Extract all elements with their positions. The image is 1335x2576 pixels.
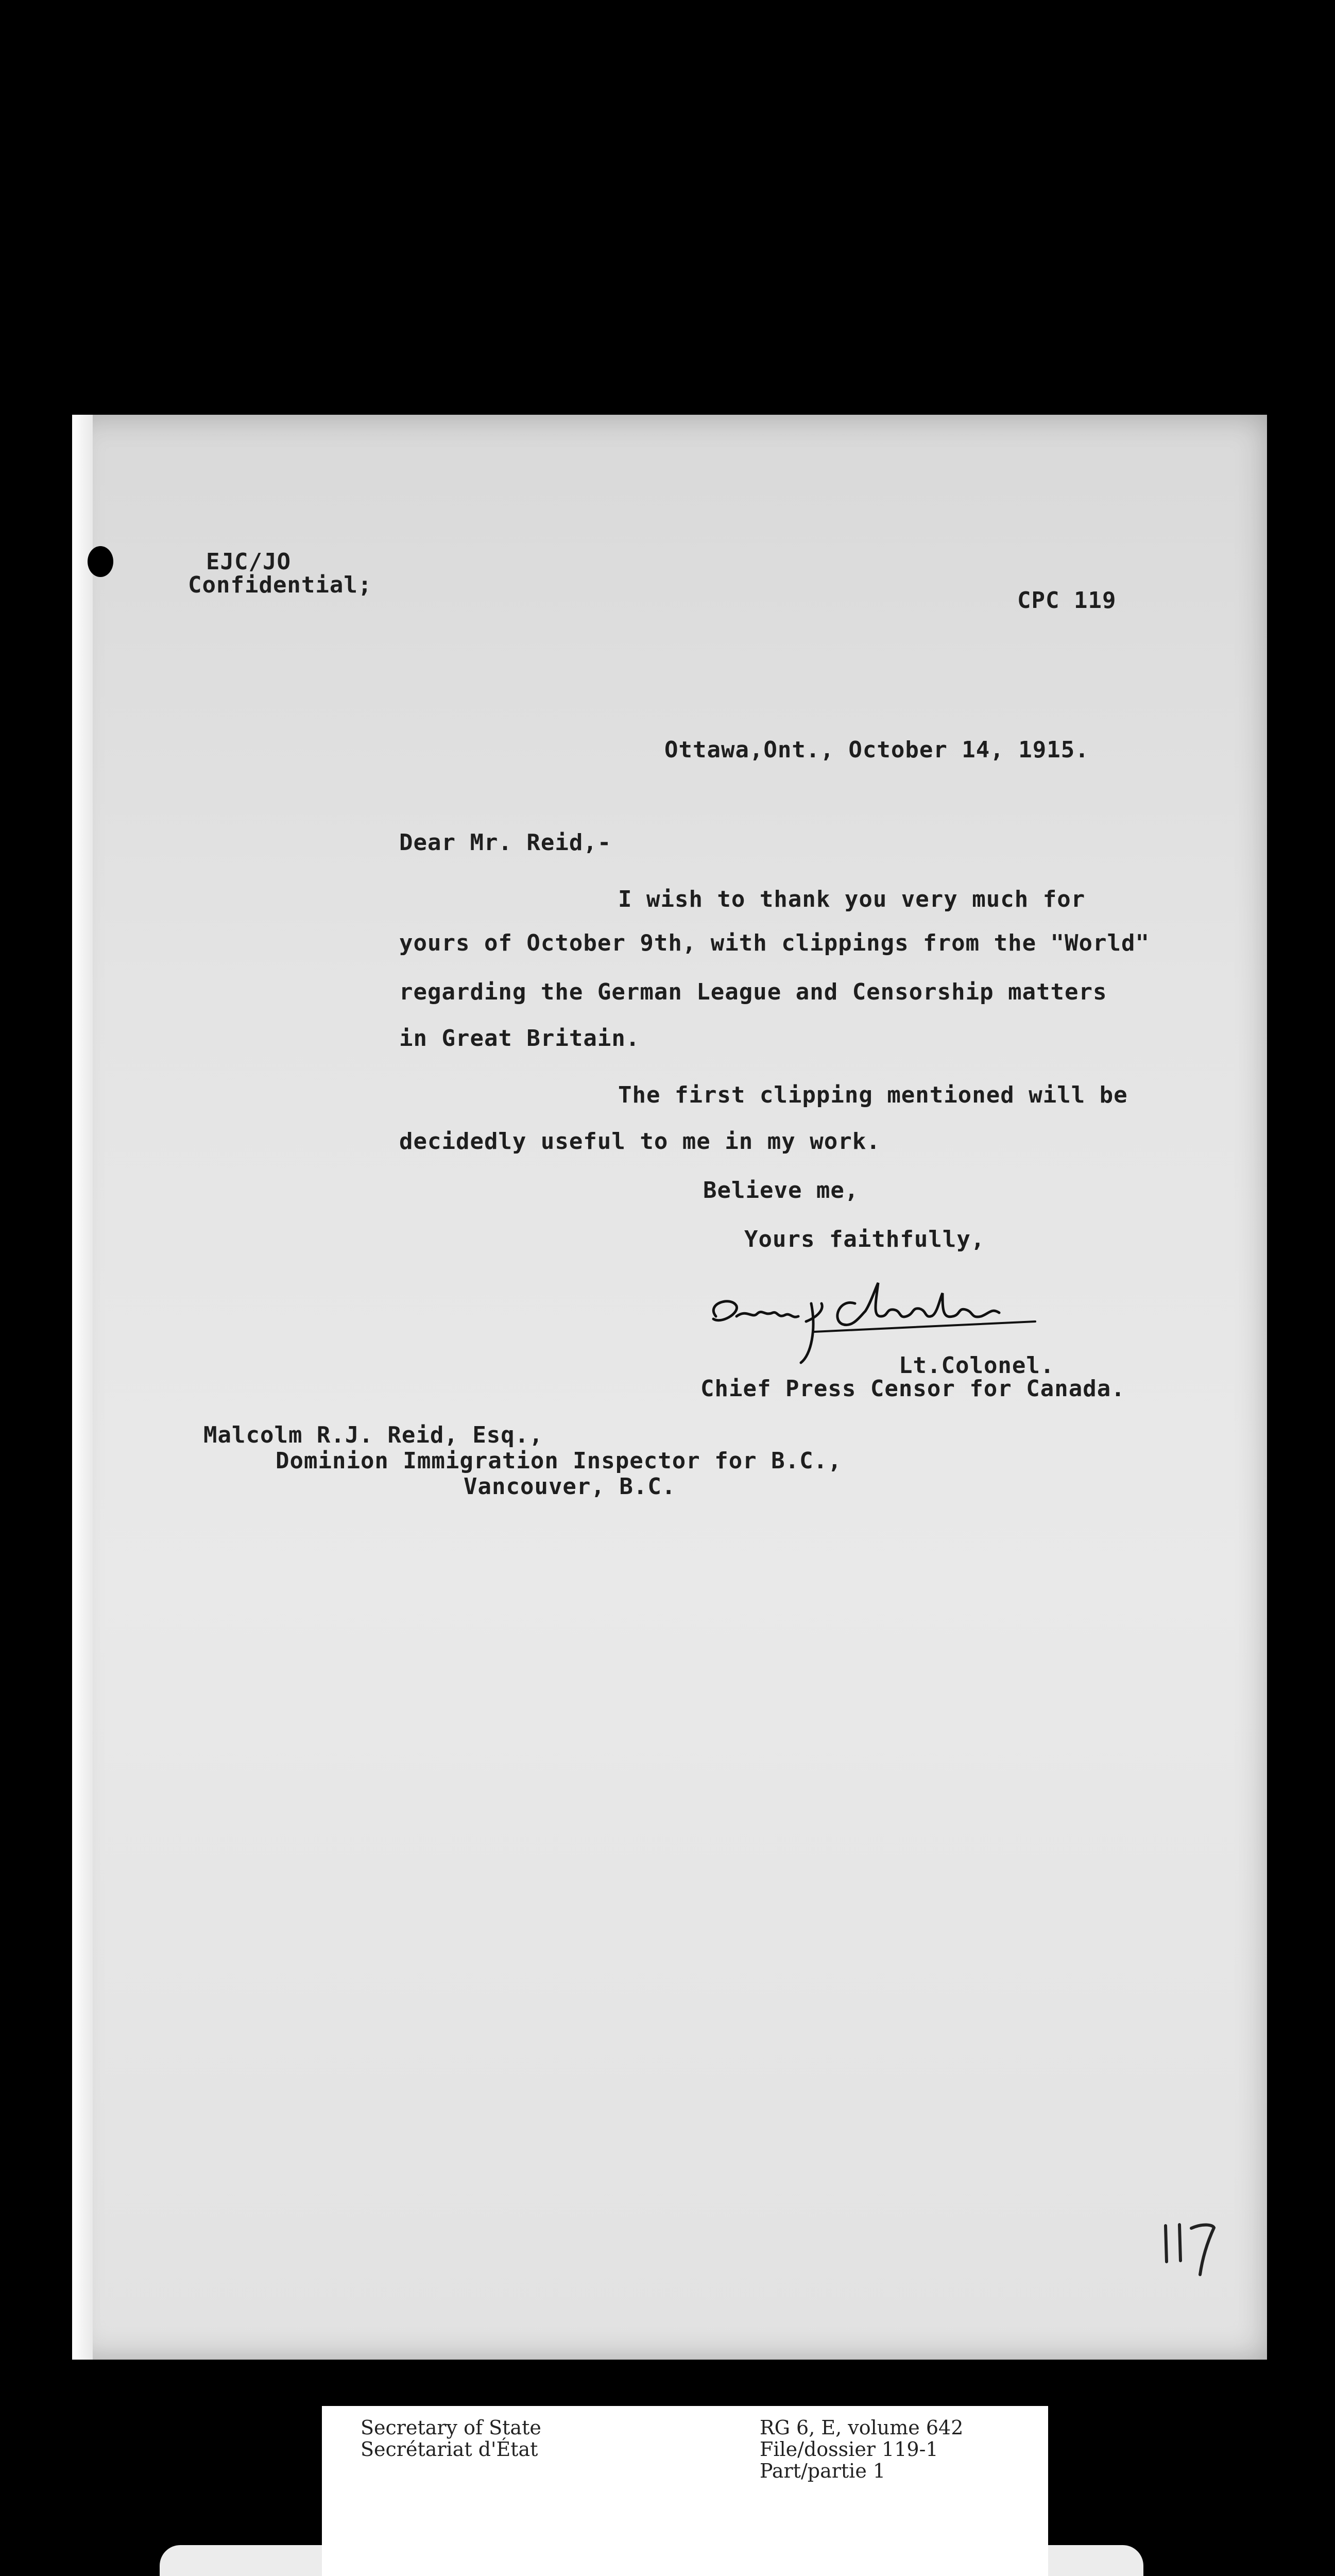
salutation: Dear Mr. Reid,- bbox=[399, 829, 612, 856]
page-edge bbox=[72, 415, 93, 2360]
archive-label bbox=[322, 2406, 1048, 2576]
classification: Confidential; bbox=[188, 572, 372, 598]
recipient-position: Dominion Immigration Inspector for B.C., bbox=[276, 1448, 842, 1474]
body-line: yours of October 9th, with clippings from the "World" bbox=[399, 930, 1150, 956]
signatory-title: Chief Press Censor for Canada. bbox=[700, 1376, 1125, 1402]
department-en: Secretary of State bbox=[361, 2416, 541, 2439]
file-dossier: File/dossier 119-1 bbox=[760, 2438, 938, 2461]
body-line: The first clipping mentioned will be bbox=[618, 1082, 1128, 1108]
body-line: in Great Britain. bbox=[399, 1025, 640, 1052]
recipient-location: Vancouver, B.C. bbox=[464, 1473, 676, 1500]
department-fr: Secrétariat d'État bbox=[361, 2438, 538, 2461]
recipient-name: Malcolm R.J. Reid, Esq., bbox=[203, 1422, 543, 1448]
body-line: regarding the German League and Censorship matters bbox=[399, 979, 1107, 1005]
reference-initials: EJC/JO bbox=[206, 549, 291, 575]
record-group: RG 6, E, volume 642 bbox=[760, 2416, 964, 2439]
part-partie: Part/partie 1 bbox=[760, 2460, 886, 2482]
file-number: CPC 119 bbox=[1017, 587, 1117, 614]
closing-yours: Yours faithfully, bbox=[744, 1226, 985, 1252]
handwritten-page-number bbox=[1156, 2210, 1223, 2277]
body-line: I wish to thank you very much for bbox=[618, 886, 1086, 912]
body-line: decidedly useful to me in my work. bbox=[399, 1128, 881, 1155]
punch-hole bbox=[88, 546, 113, 577]
closing-believe: Believe me, bbox=[703, 1177, 859, 1204]
signatory-rank: Lt.Colonel. bbox=[899, 1352, 1055, 1379]
place-date: Ottawa,Ont., October 14, 1915. bbox=[664, 737, 1089, 763]
